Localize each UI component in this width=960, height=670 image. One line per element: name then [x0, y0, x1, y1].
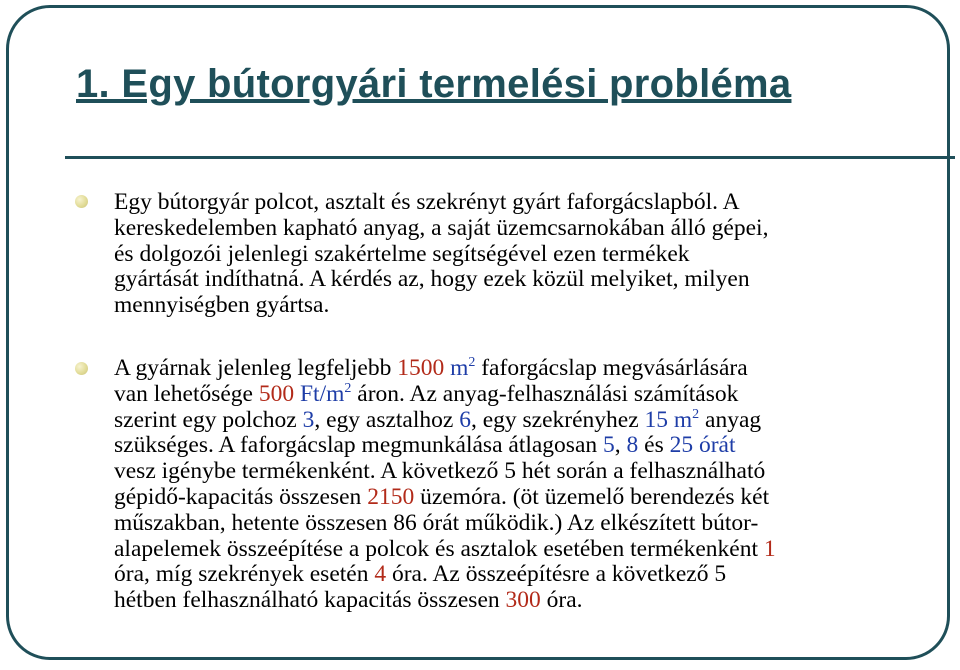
text-run: van lehetősége: [114, 380, 259, 407]
bullet-paragraph-1: [114, 190, 768, 319]
text-run: anyag: [699, 406, 762, 433]
bullet-icon: [75, 195, 88, 208]
highlighted-value: 5: [603, 432, 615, 459]
paragraph-line: [114, 242, 768, 268]
text-run: mennyiségben gyártsa.: [114, 292, 330, 319]
paragraph-line: [114, 293, 768, 319]
text-run: szerint egy polchoz: [114, 406, 303, 433]
paragraph-line: [114, 267, 768, 293]
text-run: kereskedelemben kapható anyag, a saját üzemcsarnokában álló gépei,: [114, 214, 769, 241]
highlighted-value: 25: [669, 432, 694, 459]
paragraph-line: [114, 485, 776, 511]
paragraph-line: [114, 190, 768, 216]
text-run: Egy bútorgyár polcot, asztalt és szekrényt gyárt faforgácslapból. A: [114, 189, 740, 215]
text-run: üzemóra. (öt üzemelő berendezés két: [414, 483, 770, 510]
highlighted-value: 2: [468, 355, 476, 370]
paragraph-line: [114, 511, 776, 537]
highlighted-value: 2: [344, 380, 352, 396]
text-run: és dolgozói jelenlegi szakértelme segítségével ezen termékek: [114, 240, 690, 267]
highlighted-value: 3: [302, 406, 315, 433]
title-divider: [65, 156, 955, 159]
text-run: óra. Az összeépítésre a következő 5: [386, 561, 727, 588]
highlighted-value: 1: [763, 535, 776, 562]
text-run: szükséges. A faforgácslap megmunkálása átlagosan: [114, 432, 604, 459]
highlighted-value: m: [450, 355, 469, 381]
bullet-paragraph-2: [114, 356, 776, 614]
text-run: A gyárnak jelenleg legfeljebb: [114, 355, 398, 381]
paragraph-line: [114, 408, 776, 434]
text-run: alapelemek összeépítése a polcok és asztalok esetében termékenként: [114, 535, 764, 562]
slide-title: 1. Egy bútorgyári termelési probléma: [76, 62, 792, 106]
highlighted-value: 15: [644, 406, 669, 433]
text-run: műszakban, hetente összesen 86 órát működik.) Az elkészített bútor-: [114, 509, 759, 536]
paragraph-line: [114, 382, 776, 408]
paragraph-line: [114, 433, 776, 459]
text-run: hétben felhasználható kapacitás összesen: [114, 587, 506, 614]
highlighted-value: 6: [459, 406, 471, 433]
text-run: áron. Az anyag-felhasználási számítások: [351, 380, 739, 407]
highlighted-value: 4: [374, 561, 387, 588]
paragraph-line: [114, 588, 776, 614]
paragraph-line: [114, 216, 768, 242]
text-run: ,: [614, 432, 627, 459]
highlighted-value: m: [673, 406, 693, 433]
text-run: , egy szekrényhez: [470, 406, 645, 433]
highlighted-value: 500: [258, 380, 295, 407]
text-run: faforgácslap megvásárlására: [475, 355, 748, 381]
text-run: gyártását indíthatná. A kérdés az, hogy ezek közül melyiket, milyen: [114, 266, 750, 293]
highlighted-value: 2: [692, 406, 700, 422]
paragraph-line: [114, 356, 776, 382]
text-run: , egy asztalhoz: [314, 406, 460, 433]
bullet-icon: [75, 362, 88, 375]
text-run: és: [638, 432, 670, 459]
highlighted-value: 8: [626, 432, 639, 459]
highlighted-value: 1500: [397, 355, 445, 381]
highlighted-value: 2150: [367, 483, 415, 510]
text-run: vesz igénybe termékenként. A következő 5 hét során a felhasználható: [114, 458, 766, 485]
paragraph-line: [114, 537, 776, 563]
paragraph-line: [114, 459, 776, 485]
paragraph-line: [114, 562, 776, 588]
highlighted-value: 300: [505, 587, 541, 614]
highlighted-value: órát: [698, 432, 736, 459]
text-run: óra, míg szekrények esetén: [114, 561, 375, 588]
text-run: óra.: [540, 587, 583, 614]
text-run: gépidő-kapacitás összesen: [114, 483, 368, 510]
highlighted-value: Ft/m: [299, 380, 345, 407]
